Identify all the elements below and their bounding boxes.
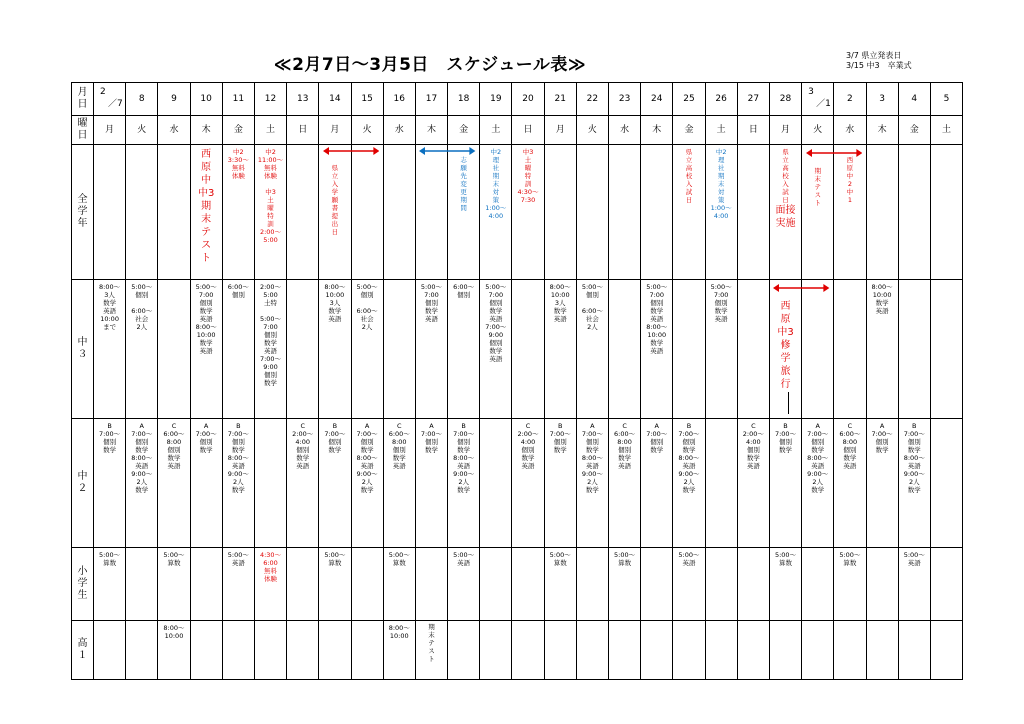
note-graduation: 3/15 中3 卒業式 xyxy=(846,61,912,70)
junior2-cell: A 7:00〜 個別 数学 8:00〜 英語 9:00〜 2人 数学 xyxy=(576,419,608,548)
high1-cell xyxy=(737,621,769,680)
elementary-cell: 5:00〜 英語 xyxy=(222,548,254,621)
dow-cell xyxy=(319,116,351,145)
all-grades-cell xyxy=(158,145,190,280)
dow-cell xyxy=(222,116,254,145)
row-junior3 xyxy=(72,280,963,419)
junior3-cell: 2:00〜 5:00 土特 5:00〜 7:00 個別 数学 英語 7:00〜 9:00 個別 数学 xyxy=(254,280,286,419)
junior3-cell xyxy=(898,280,930,419)
date-day: ／1 xyxy=(816,99,831,109)
all-grades-cell xyxy=(383,145,415,280)
date-cell xyxy=(190,83,222,116)
date-cell xyxy=(158,83,190,116)
all-grades-cell xyxy=(641,145,673,280)
high1-cell xyxy=(576,621,608,680)
all-grades-cell xyxy=(866,145,898,280)
page-title: ≪2月7日〜3月5日 スケジュール表≫ xyxy=(273,55,587,75)
elementary-cell xyxy=(480,548,512,621)
note-prefectural-results: 3/7 県立発表日 xyxy=(846,51,902,60)
junior2-cell: A 7:00〜 個別 数学 8:00〜 英語 9:00〜 2人 数学 xyxy=(126,419,158,548)
dow-value: 木 xyxy=(652,125,662,135)
junior3-cell xyxy=(609,280,641,419)
date-value: 11 xyxy=(232,94,245,104)
date-value: 28 xyxy=(779,94,792,104)
row-label-elementary: 小 学 生 xyxy=(72,548,94,621)
all-grades-cell xyxy=(544,145,576,280)
date-cell xyxy=(705,83,737,116)
row-date xyxy=(72,83,963,116)
date-cell xyxy=(254,83,286,116)
high1-cell xyxy=(544,621,576,680)
high1-cell xyxy=(930,621,962,680)
high1-cell xyxy=(480,621,512,680)
all-grades-cell: 県 立 高 校 入 試 日 xyxy=(673,145,705,280)
all-grades-cell xyxy=(351,145,383,280)
dow-cell xyxy=(705,116,737,145)
junior2-cell: B 7:00〜 個別 数学 xyxy=(94,419,126,548)
high1-cell xyxy=(673,621,705,680)
elementary-cell: 5:00〜 算数 xyxy=(319,548,351,621)
dow-cell xyxy=(834,116,866,145)
dow-cell xyxy=(930,116,962,145)
dow-value: 月 xyxy=(555,125,565,135)
dow-cell xyxy=(351,116,383,145)
dow-value: 木 xyxy=(201,125,211,135)
dow-value: 金 xyxy=(459,125,469,135)
date-cell xyxy=(383,83,415,116)
all-grades-cell xyxy=(287,145,319,280)
date-value: 25 xyxy=(683,94,695,104)
high1-cell xyxy=(641,621,673,680)
date-cell xyxy=(866,83,898,116)
dow-cell xyxy=(448,116,480,145)
all-grades-cell xyxy=(737,145,769,280)
junior2-cell: A 7:00〜 個別 数学 xyxy=(866,419,898,548)
date-cell xyxy=(737,83,769,116)
dow-cell xyxy=(126,116,158,145)
date-value: 22 xyxy=(586,94,599,104)
junior3-cell: 5:00〜 7:00 個別 数学 英語 xyxy=(705,280,737,419)
change-period-arrow xyxy=(419,146,475,156)
date-value: 9 xyxy=(171,94,177,104)
all-grades-cell xyxy=(126,145,158,280)
row-label-dow: 曜 日 xyxy=(72,116,94,145)
date-value: 27 xyxy=(747,94,760,104)
junior2-cell: C 2:00〜 4:00 個別 数学 英語 xyxy=(737,419,769,548)
row-all-grades xyxy=(72,145,963,280)
date-value: 23 xyxy=(618,94,631,104)
elementary-cell: 5:00〜 算数 xyxy=(834,548,866,621)
junior3-cell xyxy=(673,280,705,419)
high1-cell xyxy=(609,621,641,680)
high1-cell xyxy=(769,621,801,680)
school-trip-label: 西 原 中3 修 学 旅 行 xyxy=(777,301,794,390)
junior3-cell xyxy=(802,280,834,419)
dow-cell xyxy=(641,116,673,145)
row-label-junior3: 中 ３ xyxy=(72,280,94,419)
dow-value: 日 xyxy=(523,125,533,135)
junior2-cell: A 7:00〜 個別 数学 xyxy=(641,419,673,548)
row-label-all-grades: 全 学 年 xyxy=(72,145,94,280)
row-label-high1: 高 １ xyxy=(72,621,94,680)
elementary-cell xyxy=(705,548,737,621)
high1-cell: 8:00〜 10:00 xyxy=(383,621,415,680)
date-value: 26 xyxy=(715,94,727,104)
high1-cell: 8:00〜 10:00 xyxy=(158,621,190,680)
high1-cell xyxy=(126,621,158,680)
all-grades-cell: 中2 理 社 期 末 対 策 1:00〜 4:00 xyxy=(705,145,737,280)
dow-value: 月 xyxy=(781,125,791,135)
elementary-cell: 5:00〜 算数 xyxy=(544,548,576,621)
junior3-cell xyxy=(737,280,769,419)
date-cell xyxy=(769,83,801,116)
all-grades-cell: 中2 11:00〜 無料 体験 中3 土 曜 特 訓 2:00〜 5:00 xyxy=(254,145,286,280)
date-cell xyxy=(544,83,576,116)
junior3-cell xyxy=(158,280,190,419)
junior2-cell: B 7:00〜 個別 数学 xyxy=(544,419,576,548)
date-value: 12 xyxy=(264,94,277,104)
date-value: 5 xyxy=(943,94,950,104)
dow-cell xyxy=(866,116,898,145)
all-grades-cell: 志 願 先 変 更 期 間 xyxy=(448,145,480,280)
junior3-cell: 5:00〜 個別 6:00〜 社会 2人 xyxy=(576,280,608,419)
row-day-of-week xyxy=(72,116,963,145)
junior2-cell: B 7:00〜 個別 数学 xyxy=(769,419,801,548)
elementary-cell xyxy=(641,548,673,621)
date-cell xyxy=(930,83,962,116)
dow-cell xyxy=(769,116,801,145)
date-cell xyxy=(512,83,544,116)
date-value: 18 xyxy=(457,94,470,104)
all-grades-cell: 中2 3:30〜 無料 体験 xyxy=(222,145,254,280)
junior3-cell xyxy=(512,280,544,419)
high1-cell xyxy=(94,621,126,680)
date-value: 3 xyxy=(879,94,885,104)
junior2-cell xyxy=(705,419,737,548)
date-value: 19 xyxy=(490,94,502,104)
dow-cell xyxy=(576,116,608,145)
dow-cell xyxy=(802,116,834,145)
junior3-cell: 5:00〜 7:00 個別 数学 英語 8:00〜 10:00 数学 英語 xyxy=(641,280,673,419)
dow-cell xyxy=(673,116,705,145)
junior3-cell xyxy=(769,280,801,419)
elementary-cell xyxy=(737,548,769,621)
junior3-cell: 5:00〜 7:00 個別 数学 英語 xyxy=(415,280,447,419)
elementary-cell xyxy=(866,548,898,621)
dow-value: 月 xyxy=(105,125,115,135)
date-cell xyxy=(415,83,447,116)
elementary-cell: 5:00〜 算数 xyxy=(383,548,415,621)
dow-value: 月 xyxy=(330,125,340,135)
date-value: 4 xyxy=(911,94,918,104)
junior2-cell: B 7:00〜 個別 数学 8:00〜 英語 9:00〜 2人 数学 xyxy=(673,419,705,548)
elementary-cell: 5:00〜 英語 xyxy=(448,548,480,621)
date-value: 24 xyxy=(651,94,663,104)
dow-cell xyxy=(158,116,190,145)
application-period-arrow xyxy=(323,146,379,156)
dow-value: 水 xyxy=(845,125,855,135)
date-value: 14 xyxy=(329,94,341,104)
dow-cell xyxy=(737,116,769,145)
dow-value: 水 xyxy=(394,125,404,135)
all-grades-cell xyxy=(94,145,126,280)
high1-cell xyxy=(512,621,544,680)
elementary-cell xyxy=(930,548,962,621)
dow-cell xyxy=(609,116,641,145)
date-value: 20 xyxy=(522,94,534,104)
all-grades-cell: 西 原 中 中3 期 末 テ ス ト xyxy=(190,145,222,280)
dow-value: 木 xyxy=(426,125,436,135)
elementary-cell xyxy=(351,548,383,621)
date-cell xyxy=(222,83,254,116)
elementary-cell: 5:00〜 算数 xyxy=(609,548,641,621)
date-cell xyxy=(480,83,512,116)
date-cell xyxy=(94,83,126,116)
elementary-cell xyxy=(802,548,834,621)
elementary-cell xyxy=(287,548,319,621)
dow-value: 火 xyxy=(362,125,372,135)
date-value: 16 xyxy=(393,94,405,104)
row-junior2 xyxy=(72,419,963,548)
junior2-cell: C 2:00〜 4:00 個別 数学 英語 xyxy=(287,419,319,548)
date-value: 2 xyxy=(847,94,853,104)
dow-cell xyxy=(480,116,512,145)
high1-cell xyxy=(898,621,930,680)
date-value: 21 xyxy=(554,94,566,104)
junior3-cell xyxy=(834,280,866,419)
junior3-cell: 8:00〜 3人 数学 英語 10:00 まで xyxy=(94,280,126,419)
dow-cell xyxy=(383,116,415,145)
dow-value: 日 xyxy=(298,125,308,135)
elementary-cell: 5:00〜 英語 xyxy=(673,548,705,621)
elementary-cell xyxy=(415,548,447,621)
date-value: 8 xyxy=(138,94,145,104)
junior3-cell xyxy=(930,280,962,419)
dow-cell xyxy=(898,116,930,145)
junior3-cell: 6:00〜 個別 xyxy=(222,280,254,419)
dow-cell xyxy=(544,116,576,145)
row-label-junior2: 中 ２ xyxy=(72,419,94,548)
junior2-cell: A 7:00〜 個別 数学 xyxy=(415,419,447,548)
all-grades-cell xyxy=(576,145,608,280)
date-cell xyxy=(898,83,930,116)
dow-value: 火 xyxy=(137,125,147,135)
dow-value: 土 xyxy=(266,125,276,135)
all-grades-cell: 中2 理 社 期 末 対 策 1:00〜 4:00 xyxy=(480,145,512,280)
dow-value: 火 xyxy=(813,125,823,135)
junior3-cell xyxy=(287,280,319,419)
high1-cell xyxy=(866,621,898,680)
term-test-arrow xyxy=(806,148,862,158)
d28-label: 県 立 高 校 入 試 日 xyxy=(782,148,789,204)
dow-cell xyxy=(415,116,447,145)
dow-value: 火 xyxy=(587,125,597,135)
d28-interview: 面接 実施 xyxy=(775,205,796,229)
date-value: 13 xyxy=(296,94,309,104)
dow-value: 木 xyxy=(877,125,887,135)
high1-cell xyxy=(834,621,866,680)
high1-cell xyxy=(254,621,286,680)
junior2-cell: B 7:00〜 個別 数学 8:00〜 英語 9:00〜 2人 数学 xyxy=(448,419,480,548)
elementary-cell xyxy=(190,548,222,621)
high1-cell: 期 末 テ ス ト xyxy=(415,621,447,680)
dow-value: 土 xyxy=(716,125,726,135)
dow-value: 水 xyxy=(169,125,179,135)
junior3-cell: 8:00〜 10:00 3人 数学 英語 xyxy=(544,280,576,419)
school-trip-line xyxy=(788,392,789,414)
dow-value: 土 xyxy=(941,125,951,135)
elementary-cell xyxy=(512,548,544,621)
all-grades-cell: 期 末 テ ス ト xyxy=(802,145,834,280)
dow-cell xyxy=(254,116,286,145)
all-grades-cell xyxy=(898,145,930,280)
dow-value: 金 xyxy=(909,125,919,135)
high1-cell xyxy=(351,621,383,680)
elementary-cell: 5:00〜 英語 xyxy=(898,548,930,621)
junior3-cell: 8:00〜 10:00 3人 数学 英語 xyxy=(319,280,351,419)
junior2-cell: C 2:00〜 4:00 個別 数学 英語 xyxy=(512,419,544,548)
elementary-cell xyxy=(126,548,158,621)
all-grades-cell: 西 原 中 2 中 1 xyxy=(834,145,866,280)
date-cell xyxy=(448,83,480,116)
all-grades-cell xyxy=(609,145,641,280)
junior3-cell: 8:00〜 10:00 数学 英語 xyxy=(866,280,898,419)
junior2-cell: C 6:00〜 8:00 個別 数学 英語 xyxy=(609,419,641,548)
dow-value: 金 xyxy=(684,125,694,135)
junior2-cell xyxy=(930,419,962,548)
header-notes xyxy=(846,51,912,71)
junior2-cell: B 7:00〜 個別 数学 xyxy=(319,419,351,548)
high1-cell xyxy=(287,621,319,680)
junior2-cell: C 6:00〜 8:00 個別 数学 英語 xyxy=(383,419,415,548)
dow-cell xyxy=(94,116,126,145)
junior2-cell: A 7:00〜 個別 数学 xyxy=(190,419,222,548)
date-value: 10 xyxy=(200,94,212,104)
junior2-cell xyxy=(480,419,512,548)
junior3-cell xyxy=(383,280,415,419)
elementary-cell xyxy=(576,548,608,621)
dow-value: 日 xyxy=(748,125,758,135)
high1-cell xyxy=(448,621,480,680)
date-cell xyxy=(287,83,319,116)
row-high1 xyxy=(72,621,963,680)
high1-cell xyxy=(222,621,254,680)
dow-value: 水 xyxy=(620,125,630,135)
all-grades-cell xyxy=(415,145,447,280)
date-cell xyxy=(802,83,834,116)
all-grades-cell: 県 立 入 学 願 書 提 出 日 xyxy=(319,145,351,280)
dow-value: 金 xyxy=(233,125,243,135)
high1-cell xyxy=(190,621,222,680)
date-cell xyxy=(673,83,705,116)
dow-cell xyxy=(190,116,222,145)
date-cell xyxy=(834,83,866,116)
junior3-cell: 6:00〜 個別 xyxy=(448,280,480,419)
schedule-table xyxy=(71,82,963,680)
junior2-cell xyxy=(254,419,286,548)
date-day: ／7 xyxy=(108,99,123,109)
date-month: 3 xyxy=(808,87,814,97)
junior2-cell: B 7:00〜 個別 数学 8:00〜 英語 9:00〜 2人 数学 xyxy=(898,419,930,548)
date-cell xyxy=(351,83,383,116)
date-month: 2 xyxy=(100,87,106,97)
date-value: 15 xyxy=(361,94,373,104)
junior2-cell: A 7:00〜 個別 数学 8:00〜 英語 9:00〜 2人 数学 xyxy=(351,419,383,548)
high1-cell xyxy=(319,621,351,680)
row-label-date: 月 日 xyxy=(72,83,94,116)
row-elementary xyxy=(72,548,963,621)
junior3-cell: 5:00〜 7:00 個別 数学 英語 7:00〜 9:00 個別 数学 英語 xyxy=(480,280,512,419)
date-cell xyxy=(641,83,673,116)
date-cell xyxy=(319,83,351,116)
dow-value: 土 xyxy=(491,125,501,135)
high1-cell xyxy=(705,621,737,680)
junior3-cell: 5:00〜 7:00 個別 数学 英語 8:00〜 10:00 数学 英語 xyxy=(190,280,222,419)
junior2-cell: A 7:00〜 個別 数学 8:00〜 英語 9:00〜 2人 数学 xyxy=(802,419,834,548)
date-cell xyxy=(126,83,158,116)
junior3-cell: 5:00〜 個別 6:00〜 社会 2人 xyxy=(351,280,383,419)
elementary-cell: 5:00〜 算数 xyxy=(94,548,126,621)
all-grades-cell: 中3 土 曜 特 訓 4:30〜 7:30 xyxy=(512,145,544,280)
date-value: 17 xyxy=(425,94,438,104)
date-cell xyxy=(576,83,608,116)
dow-cell xyxy=(512,116,544,145)
dow-cell xyxy=(287,116,319,145)
junior2-cell: C 6:00〜 8:00 個別 数学 英語 xyxy=(158,419,190,548)
junior3-cell: 5:00〜 個別 6:00〜 社会 2人 xyxy=(126,280,158,419)
all-grades-cell xyxy=(930,145,962,280)
elementary-cell: 5:00〜 算数 xyxy=(769,548,801,621)
elementary-cell: 4:30〜 6:00 無料 体験 xyxy=(254,548,286,621)
high1-cell xyxy=(802,621,834,680)
school-trip-arrow xyxy=(773,283,829,293)
junior2-cell: C 6:00〜 8:00 個別 数学 英語 xyxy=(834,419,866,548)
elementary-cell: 5:00〜 算数 xyxy=(158,548,190,621)
date-cell xyxy=(609,83,641,116)
junior2-cell: B 7:00〜 個別 数学 8:00〜 英語 9:00〜 2人 数学 xyxy=(222,419,254,548)
all-grades-cell xyxy=(769,145,801,280)
